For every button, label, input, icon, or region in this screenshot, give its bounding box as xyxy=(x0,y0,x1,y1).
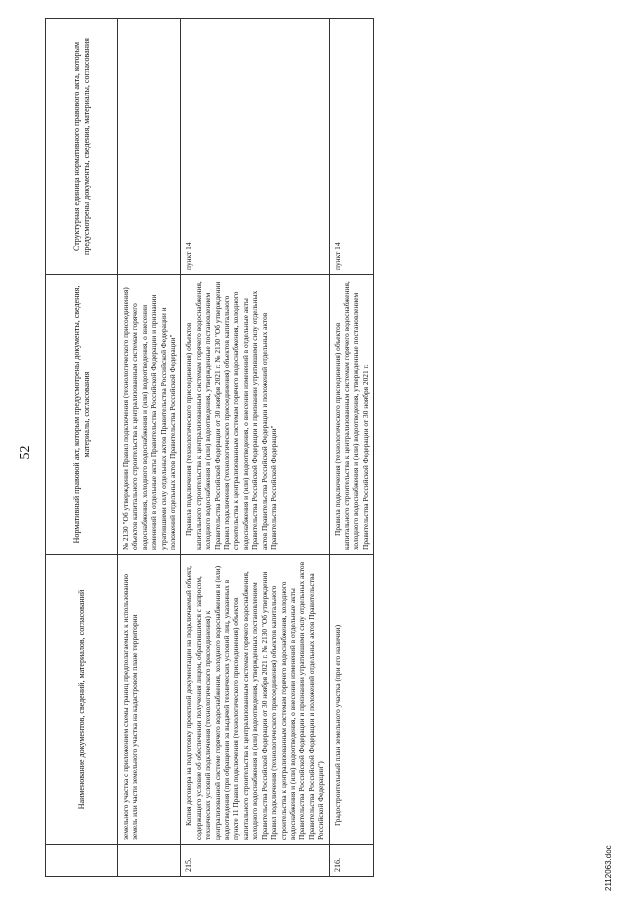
row-name: земельного участка с приложением схемы границ предполагаемых к использованию земель или части земельного участка на кадастровом плане территории xyxy=(118,555,181,845)
header-unit: Структурная единица нормативного правового акта, которым предусмотрены документы, сведения, материалы, согласования xyxy=(46,19,118,275)
header-name: Наименование документов, сведений, материалов, согласований xyxy=(46,555,118,845)
row-unit: пункт 14 xyxy=(329,19,374,275)
table-row xyxy=(329,19,374,877)
row-number: 216. xyxy=(329,845,374,877)
footer-filename: 2112063.doc xyxy=(604,845,613,891)
table-row xyxy=(181,19,329,877)
header-act: Нормативный правовой акт, которым предусмотрены документы, сведения, материалы, согласования xyxy=(46,275,118,555)
row-unit: пункт 14 xyxy=(181,19,329,275)
row-act: Правила подключения (технологического присоединения) объектов капитального строительства к централизованным системам горячего водоснабжения, холодного водоснабжения и (или) водоотведения, утвержденные постановлением Правительства Российской Федерации от 30 ноября 2021 г. xyxy=(329,275,374,555)
header-number xyxy=(46,845,118,877)
table-header-row xyxy=(46,19,118,877)
row-unit xyxy=(118,19,181,275)
row-number xyxy=(118,845,181,877)
document-table xyxy=(45,18,374,877)
row-act: № 2130 "Об утверждении Правил подключения (технологического присоединения) объектов капитального строительства к централизованным системам горячего водоснабжения, холодного водоснабжения и (или) водоотведения, о внесении изменений в отдельные акты Правительства Российской Федерации и признании утратившими силу отдельных актов Правительства Российской Федерации и положений отдельных актов Правительства Российской Федерации" xyxy=(118,275,181,555)
row-name: Градостроительный план земельного участка (при его наличии) xyxy=(329,555,374,845)
table-row xyxy=(118,19,181,877)
row-name: Копия договора на подготовку проектной документации на подключаемый объект, содержащего условие об обеспечении получения лицом, обратившимся с запросом, технических условий подключения (технологического присоединения) к централизованной системе горячего водоснабжения, холодного водоснабжения и (или) водоотведения (при обращении за выдачей технических условий лиц, указанных в пункте 11 Правил подключения (технологического присоединения) объектов капитального строительства к централизованным системам горячего водоснабжения, холодного водоснабжения и (или) водоотведения, утвержденных постановлением Правительства Российской Федерации от 30 ноября 2021 г. № 2130 "Об утверждении Правил подключения (технологического присоединения) объектов капитального строительства к централизованным системам горячего водоснабжения, холодного водоснабжения и (или) водоотведения, о внесении изменений в отдельные акты Правительства Российской Федерации и признании утратившими силу отдельных актов Правительства Российской Федерации и положений отдельных актов Правительства Российской Федерации") xyxy=(181,555,329,845)
page-number: 52 xyxy=(18,445,33,460)
row-act: Правила подключения (технологического присоединения) объектов капитального строительства к централизованным системам горячего водоснабжения, холодного водоснабжения и (или) водоотведения, утвержденные постановлением Правительства Российской Федерации от 30 ноября 2021 г. № 2130 "Об утверждении Правил подключения (технологического присоединения) объектов капитального строительства к централизованным системам горячего водоснабжения, холодного водоснабжения и (или) водоотведения, о внесении изменений в отдельные акты Правительства Российской Федерации и признании утратившими силу отдельных актов Правительства Российской Федерации и положений отдельных актов Правительства Российской Федерации" xyxy=(181,275,329,555)
row-number: 215. xyxy=(181,845,329,877)
